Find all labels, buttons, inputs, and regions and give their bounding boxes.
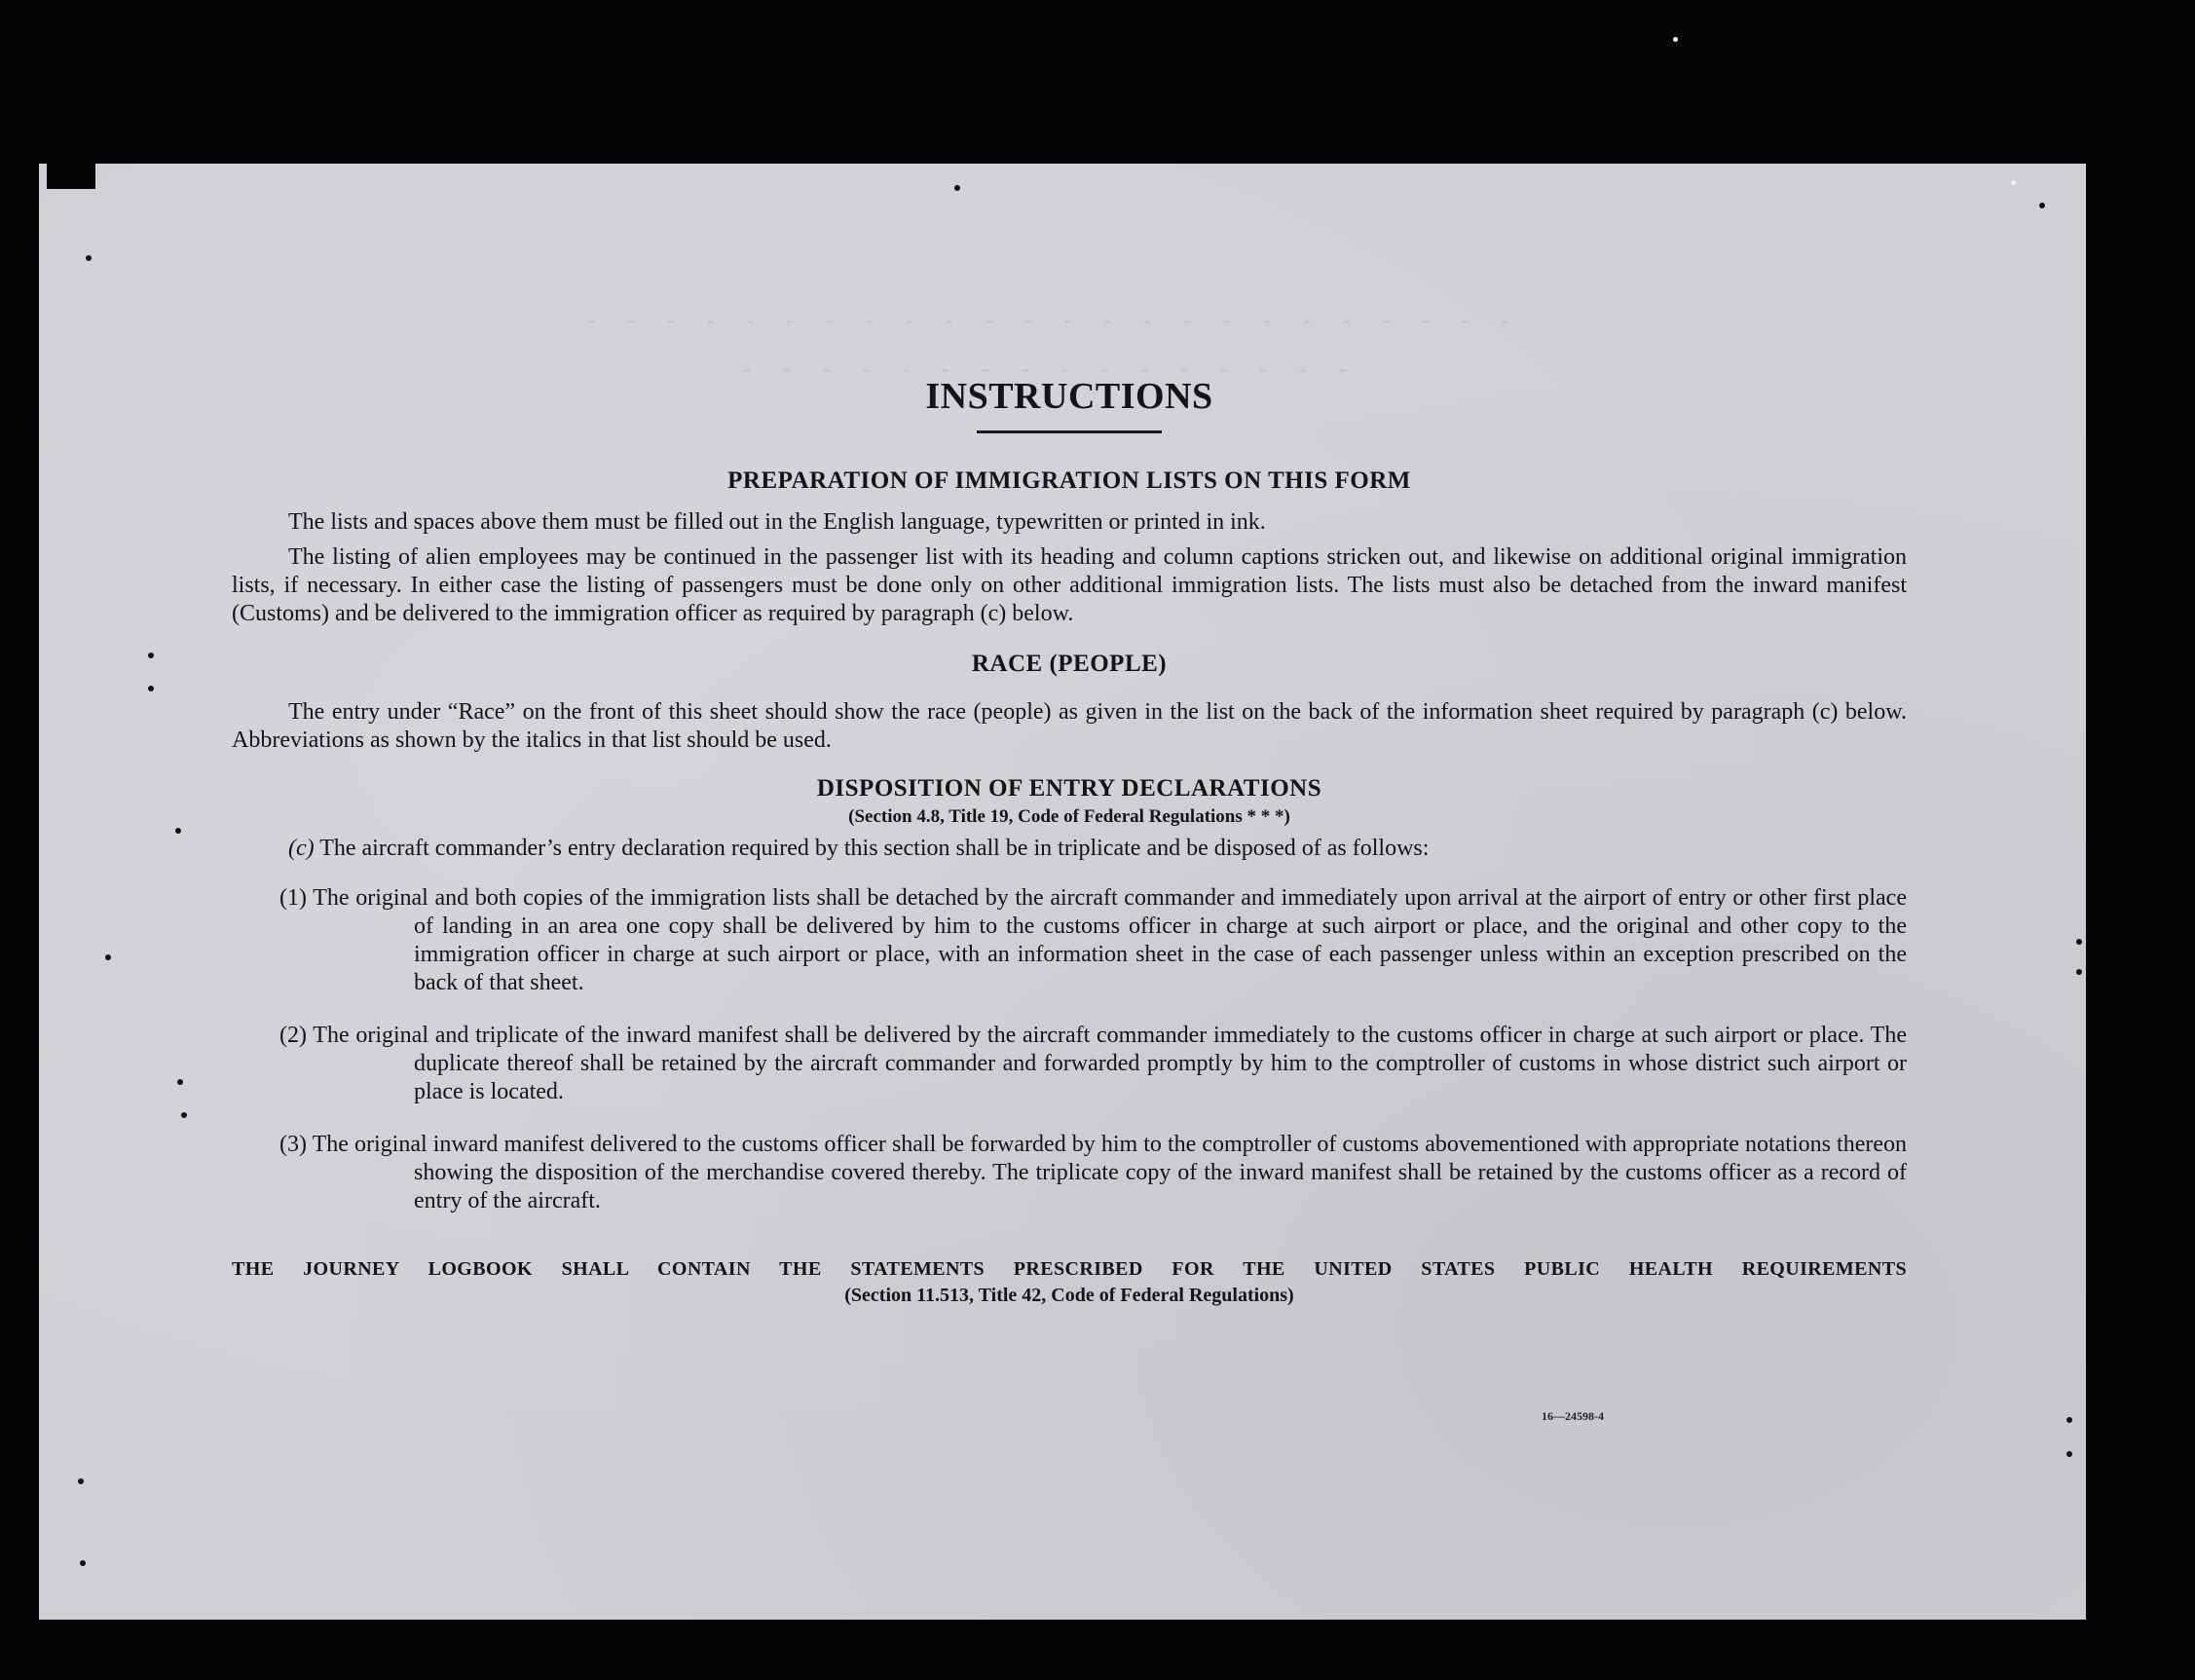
scan-speck xyxy=(175,828,181,834)
list-item-number: (2) xyxy=(279,1023,307,1048)
footer-citation: (Section 11.513, Title 42, Code of Federal Regulations) xyxy=(844,1285,1294,1306)
preparation-paragraph-2: The listing of alien employees may be continued in the passenger list with its heading and column captions stricken out, and likewise on additional original immigration lists, if necessary. In either case the listing of passengers must be done only on other additional immigration lists. The lists must also be detached from the inward manifest (Customs) and be delivered to the immigration officer as required by paragraph (c) below. xyxy=(232,544,1907,626)
list-item xyxy=(232,1131,1907,1215)
page-edge-notch xyxy=(47,164,95,189)
form-number: 16—24598-4 xyxy=(1542,1409,1604,1423)
scan-speck xyxy=(2066,1451,2072,1457)
race-paragraph: The entry under “Race” on the front of this sheet should show the race (people) as given in the list on the back of the information sheet required by paragraph (c) below. Abbreviations as shown by the italics in that list should be used. xyxy=(232,699,1907,753)
scan-speck xyxy=(148,686,154,691)
list-item-text: The original inward manifest delivered to the customs officer shall be forwarded by him to the comptroller of customs abovementioned with appropriate notations thereon showing the disposition of the merchandise covered thereby. The triplicate copy of the inward manifest shall be retained by the customs officer as a record of entry of the aircraft. xyxy=(312,1132,1907,1213)
preparation-paragraph-1: The lists and spaces above them must be filled out in the English language, typewritten or printed in ink. xyxy=(288,509,1266,535)
instructions-body xyxy=(232,375,1907,1307)
scan-speck xyxy=(2011,180,2016,185)
scan-speck xyxy=(177,1079,183,1085)
paragraph-c xyxy=(232,835,1907,863)
scan-speck xyxy=(2039,203,2045,208)
race-heading: RACE (PEOPLE) xyxy=(971,651,1168,677)
scan-speck xyxy=(2066,1417,2072,1423)
scan-speck xyxy=(78,1478,84,1484)
list-item-number: (1) xyxy=(279,885,307,911)
paragraph-c-text: The aircraft commander’s entry declaration required by this section shall be in triplicate and be disposed of as follows: xyxy=(319,836,1430,861)
list-item xyxy=(232,1022,1907,1106)
scan-speck xyxy=(1673,37,1678,42)
scan-speck xyxy=(80,1560,86,1566)
list-item xyxy=(232,884,1907,997)
title-rule xyxy=(977,430,1162,433)
disposition-citation: (Section 4.8, Title 19, Code of Federal Regulations * * *) xyxy=(848,806,1290,827)
paragraph-c-label: (c) xyxy=(288,836,315,861)
scan-speck xyxy=(2076,939,2082,945)
page-title: INSTRUCTIONS xyxy=(925,376,1213,417)
bleed-through-text: - - - - - - - - - - - - - - - - xyxy=(740,358,1357,385)
bleed-through-text: - - - - - - - - - - - - - - - - - - - - - - - - xyxy=(584,310,1518,336)
list-item-number: (3) xyxy=(279,1132,307,1157)
disposition-heading: DISPOSITION OF ENTRY DECLARATIONS xyxy=(816,775,1322,802)
list-item-text: The original and both copies of the immigration lists shall be detached by the aircraft commander and immediately upon arrival at the airport of entry or other first place of landing in an area one copy shall be delivered by him to the customs officer in charge at such airport or place, and the original and other copy to the immigration officer in charge at such airport or place, with an information sheet in the case of each passenger unless within an exception prescribed on the back of that sheet. xyxy=(313,885,1907,995)
scan-speck xyxy=(2076,969,2082,975)
list-item-text: The original and triplicate of the inward manifest shall be delivered by the aircraft commander immediately to the customs officer in charge at such airport or place. The duplicate thereof shall be retained by the aircraft commander and forwarded promptly by him to the comptroller of customs in whose district such airport or place is located. xyxy=(313,1023,1907,1104)
footer-heading: THE JOURNEY LOGBOOK SHALL CONTAIN THE STATEMENTS PRESCRIBED FOR THE UNITED STATES PUBLIC HEALTH REQUIREMENTS xyxy=(232,1258,1907,1280)
scan-speck xyxy=(954,185,960,191)
preparation-heading: PREPARATION OF IMMIGRATION LISTS ON THIS FORM xyxy=(727,467,1411,494)
scan-speck xyxy=(86,255,92,261)
scan-speck xyxy=(105,954,111,960)
scan-speck xyxy=(181,1112,187,1118)
scan-speck xyxy=(148,653,154,658)
